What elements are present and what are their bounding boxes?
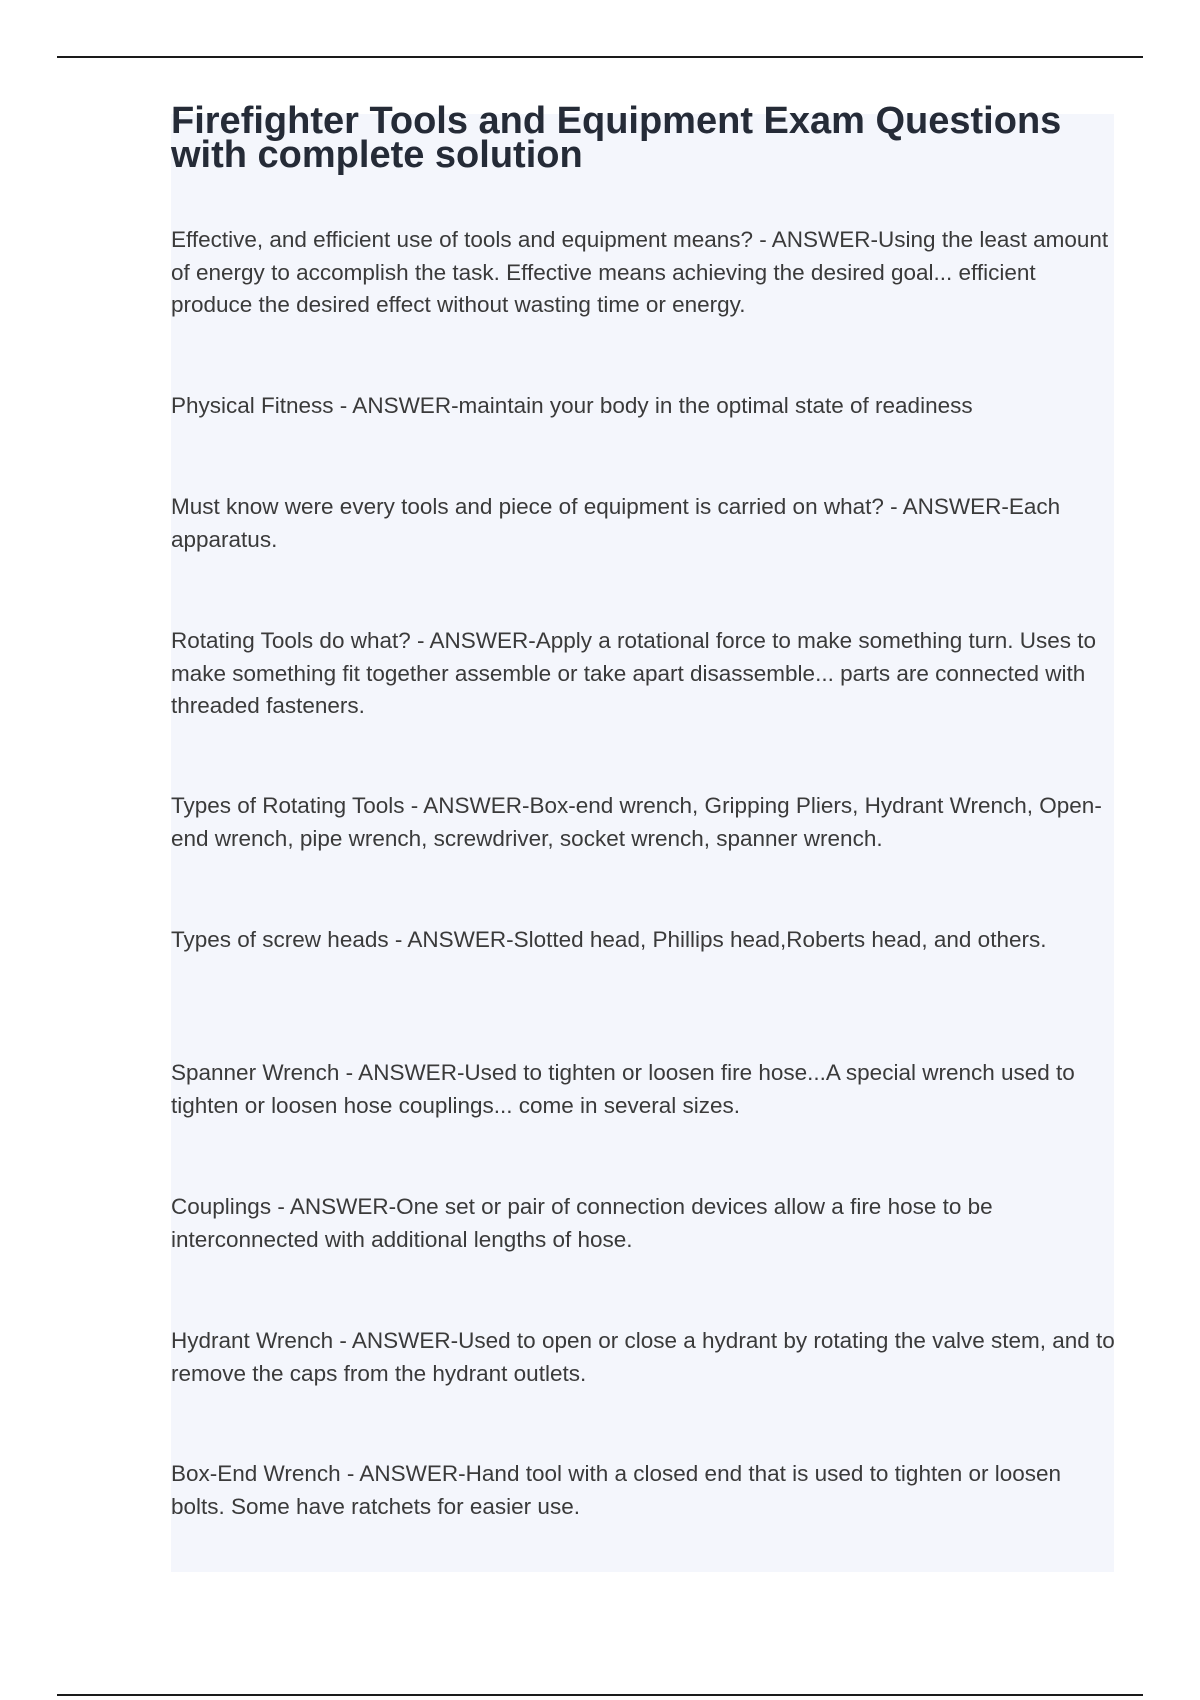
qa-item: Types of screw heads - ANSWER-Slotted head, Phillips head,Roberts head, and others.: [171, 927, 1047, 952]
qa-item: Types of Rotating Tools - ANSWER-Box-end wrench, Gripping Pliers, Hydrant Wrench, Open-end wrench, pipe wrench, screwdriver, socket wrench, spanner wrench.: [171, 793, 1102, 851]
qa-item: Box-End Wrench - ANSWER-Hand tool with a closed end that is used to tighten or loosen bolts. Some have ratchets for easier use.: [171, 1461, 1062, 1519]
qa-item: Physical Fitness - ANSWER-maintain your body in the optimal state of readiness: [171, 393, 973, 418]
qa-item: Must know were every tools and piece of equipment is carried on what? - ANSWER-Each apparatus.: [171, 494, 1061, 552]
qa-item: Rotating Tools do what? - ANSWER-Apply a rotational force to make something turn. Uses to make something fit together assemble or take apart disassemble... parts are connected with threaded fasteners.: [171, 628, 1097, 718]
top-rule: [57, 56, 1143, 58]
bottom-rule: [57, 1694, 1143, 1696]
document-title: Firefighter Tools and Equipment Exam Questions with complete solution: [171, 100, 1062, 176]
qa-item: Effective, and efficient use of tools and equipment means? - ANSWER-Using the least amount of energy to accomplish the task. Effective means achieving the desired goal... efficient produce the desired effect without wasting time or energy.: [171, 227, 1109, 317]
qa-item: Hydrant Wrench - ANSWER-Used to open or close a hydrant by rotating the valve stem, and to remove the caps from the hydrant outlets.: [171, 1328, 1115, 1386]
qa-item: Couplings - ANSWER-One set or pair of connection devices allow a fire hose to be interconnected with additional lengths of hose.: [171, 1194, 993, 1252]
qa-item: Spanner Wrench - ANSWER-Used to tighten or loosen fire hose...A special wrench used to tighten or loosen hose couplings... come in several sizes.: [171, 1060, 1075, 1118]
